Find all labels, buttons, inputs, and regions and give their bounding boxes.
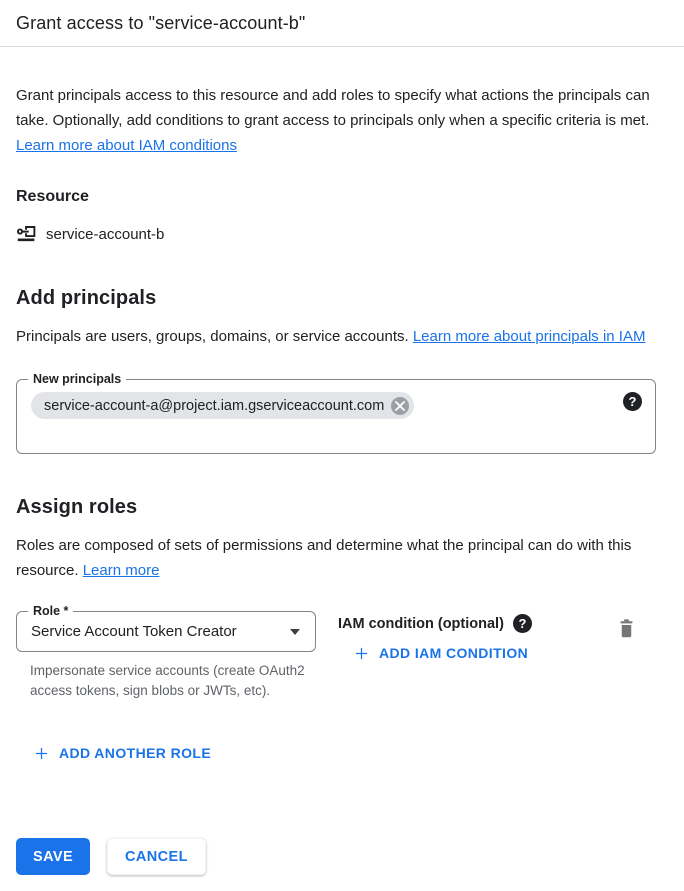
principal-chip[interactable] xyxy=(31,392,414,419)
intro-paragraph xyxy=(16,83,668,158)
principals-help-icon[interactable]: ? xyxy=(623,392,642,411)
dialog-title: Grant access to "service-account-b" xyxy=(16,13,306,33)
iam-condition-column xyxy=(338,611,534,666)
chip-remove-button[interactable] xyxy=(391,397,409,415)
chevron-down-icon xyxy=(290,629,300,635)
dialog-footer xyxy=(16,838,206,875)
add-iam-condition-label: ADD IAM CONDITION xyxy=(379,645,529,661)
add-principals-text: Principals are users, groups, domains, or service accounts. xyxy=(16,328,413,345)
dialog-header xyxy=(0,0,684,47)
intro-text: Grant principals access to this resource and add roles to specify what actions the principals can take. Optionally, add conditions to grant access to principals only when a specific criteria is met. xyxy=(16,87,650,129)
add-principals-description xyxy=(16,324,668,349)
iam-condition-label-row xyxy=(338,614,534,633)
trash-icon xyxy=(617,618,636,639)
role-row xyxy=(16,604,668,701)
service-account-key-icon xyxy=(16,224,37,245)
role-select[interactable] xyxy=(16,604,316,652)
role-helper-text: Impersonate service accounts (create OAuth2 access tokens, sign blobs or JWTs, etc). xyxy=(30,663,305,698)
delete-role-button[interactable] xyxy=(615,616,638,641)
roles-learn-more-link[interactable]: Learn more xyxy=(82,562,160,579)
resource-name: service-account-b xyxy=(46,226,165,243)
new-principals-field[interactable] xyxy=(16,372,656,454)
new-principals-label: New principals xyxy=(28,371,126,388)
add-iam-condition-button[interactable] xyxy=(348,641,534,665)
add-principals-heading: Add principals xyxy=(16,287,157,309)
plus-icon xyxy=(354,646,369,661)
iam-conditions-link[interactable]: Learn more about IAM conditions xyxy=(16,137,237,154)
role-label: Role * xyxy=(28,603,73,620)
add-another-role-button[interactable] xyxy=(28,741,217,765)
resource-row xyxy=(16,224,668,245)
assign-roles-heading: Assign roles xyxy=(16,496,138,518)
add-another-role-label: ADD ANOTHER ROLE xyxy=(59,745,212,761)
role-selected-value: Service Account Token Creator xyxy=(31,623,237,640)
save-button[interactable]: SAVE xyxy=(16,838,90,875)
close-icon xyxy=(395,401,405,411)
resource-heading: Resource xyxy=(16,188,89,205)
assign-roles-text: Roles are composed of sets of permissions and determine what the principal can do with this resource. xyxy=(16,537,632,579)
assign-roles-description xyxy=(16,533,668,583)
iam-condition-label: IAM condition (optional) xyxy=(338,615,504,632)
iam-condition-help-icon[interactable]: ? xyxy=(513,614,532,633)
plus-icon xyxy=(34,746,49,761)
cancel-button[interactable]: CANCEL xyxy=(107,838,206,875)
principal-chip-value: service-account-a@project.iam.gserviceaccount.com xyxy=(44,397,385,414)
dialog-body xyxy=(0,83,684,865)
principals-learn-more-link[interactable]: Learn more about principals in IAM xyxy=(412,328,646,345)
role-column xyxy=(16,604,316,701)
